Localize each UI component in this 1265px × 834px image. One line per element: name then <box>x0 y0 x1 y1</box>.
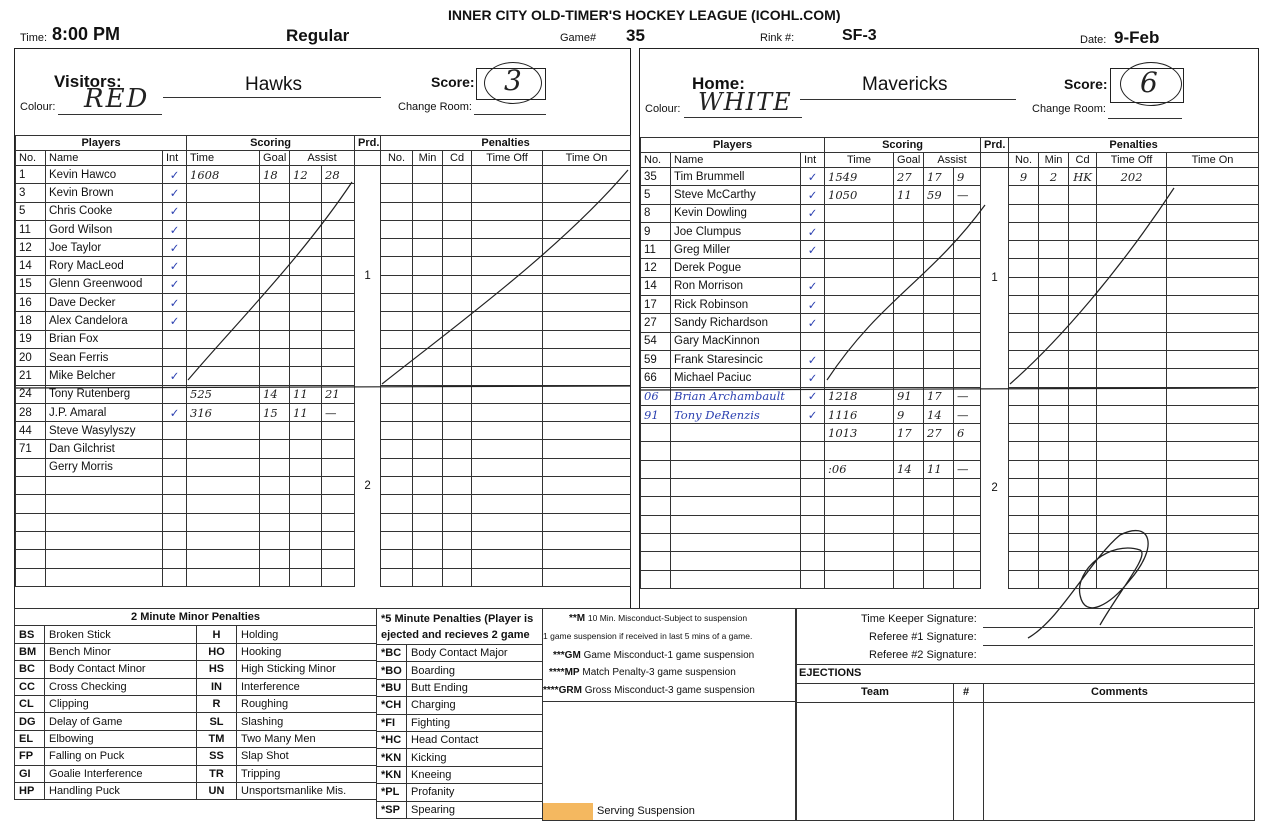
minor-penalty-row <box>15 626 377 643</box>
penalty-description: Profanity <box>407 784 543 801</box>
misconduct-code: **M <box>569 613 586 624</box>
player-number: 12 <box>641 259 671 277</box>
major-penalties-legend <box>376 608 543 819</box>
col-name: Name <box>46 151 163 166</box>
home-change-room-label: Change Room: <box>1032 103 1106 115</box>
penalty-code: *BO <box>377 662 407 679</box>
player-number: 14 <box>16 257 46 275</box>
player-number: 16 <box>16 294 46 312</box>
major-penalty-row <box>377 766 543 783</box>
assist-2: — <box>954 387 981 405</box>
penalty-code: H <box>197 626 237 643</box>
rink-label: Rink #: <box>760 32 795 44</box>
player-name: Joe Taylor <box>46 239 163 257</box>
assist-2: — <box>954 186 981 204</box>
home-period-divider <box>641 388 1256 390</box>
col-min: Min <box>413 151 443 166</box>
player-name: Tony Rutenberg <box>46 385 163 403</box>
penalty-description: Kneeing <box>407 766 543 783</box>
player-int-check: ✓ <box>163 403 187 421</box>
goal-scorer: 91 <box>894 387 924 405</box>
assist-1: 11 <box>290 403 322 421</box>
player-int-check: ✓ <box>163 312 187 330</box>
assist-2: — <box>954 460 981 478</box>
assist-2: — <box>954 405 981 423</box>
penalty-code: HS <box>197 661 237 678</box>
penalty-code: *BU <box>377 679 407 696</box>
player-int-check: ✓ <box>801 222 825 240</box>
penalty-description: Roughing <box>237 695 377 712</box>
major-penalty-row <box>377 714 543 731</box>
goal-scorer: 9 <box>894 405 924 423</box>
goal-time: 525 <box>187 385 260 403</box>
penalty-code: FP <box>15 748 45 765</box>
player-int-check: ✓ <box>801 387 825 405</box>
player-number: 66 <box>641 369 671 387</box>
goal-time: 1608 <box>187 166 260 184</box>
penalties-header: Penalties <box>1009 138 1259 153</box>
penalty-code: *KN <box>377 749 407 766</box>
player-int-check: ✓ <box>163 184 187 202</box>
player-number: 11 <box>16 220 46 238</box>
player-number: 3 <box>16 184 46 202</box>
game-time: 8:00 PM <box>52 24 121 44</box>
visitors-score-label: Score: <box>431 74 475 90</box>
player-int-check: ✓ <box>163 275 187 293</box>
penalty-description: Head Contact <box>407 731 543 748</box>
player-name: Gord Wilson <box>46 220 163 238</box>
player-name: Brian Fox <box>46 330 163 348</box>
goal-time: 316 <box>187 403 260 421</box>
goal-time: 1549 <box>825 168 894 186</box>
assist-1: 11 <box>924 460 954 478</box>
ejections-team-header: Team <box>861 686 889 698</box>
col-assist: Assist <box>924 153 981 168</box>
home-colour: WHITE <box>698 88 792 116</box>
col-time: Time <box>187 151 260 166</box>
penalty-description: Hooking <box>237 643 377 660</box>
player-number: 20 <box>16 348 46 366</box>
goal-scorer: 14 <box>894 460 924 478</box>
time-label: Time: <box>20 32 48 44</box>
penalty-code: *FI <box>377 714 407 731</box>
player-int-check: ✓ <box>801 350 825 368</box>
col-time: Time <box>825 153 894 168</box>
goal-scorer: 11 <box>894 186 924 204</box>
penalty-description: Slashing <box>237 713 377 730</box>
player-number: 59 <box>641 350 671 368</box>
player-number: 91 <box>641 405 671 423</box>
player-int-check: ✓ <box>801 369 825 387</box>
penalty-code: HP <box>15 782 45 799</box>
misconduct-legend <box>542 608 796 821</box>
visitors-score: 3 <box>504 64 522 97</box>
player-name: Derek Pogue <box>671 259 801 277</box>
player-int-check: ✓ <box>801 314 825 332</box>
goal-scorer: 27 <box>894 168 924 186</box>
player-int-check: ✓ <box>801 186 825 204</box>
misconduct-desc: 10 Min. Misconduct-Subject to suspension <box>587 613 748 623</box>
player-name: Sean Ferris <box>46 348 163 366</box>
player-name: Steve Wasylyszy <box>46 422 163 440</box>
timekeeper-signature-label: Time Keeper Signature: <box>861 613 977 625</box>
home-scoring-strike-1 <box>827 205 985 380</box>
penalty-description: Unsportsmanlike Mis. <box>237 782 377 799</box>
scoring-header: Scoring <box>187 136 355 151</box>
home-score: 6 <box>1140 66 1158 99</box>
penalty-description: Bench Minor <box>45 643 197 660</box>
penalty-description: Butt Ending <box>407 679 543 696</box>
assist-2: 21 <box>322 385 355 403</box>
penalty-code: TM <box>197 730 237 747</box>
goal-time: 1116 <box>825 405 894 423</box>
player-number: 17 <box>641 296 671 314</box>
game-misconduct-desc: Game Misconduct-1 game suspension <box>583 650 755 661</box>
player-name: Frank Staresincic <box>671 350 801 368</box>
game-number-label: Game# <box>560 32 597 44</box>
minor-penalty-row <box>15 765 377 782</box>
penalty-code: *SP <box>377 801 407 818</box>
penalty-description: Clipping <box>45 695 197 712</box>
player-number: 18 <box>16 312 46 330</box>
player-int-check: ✓ <box>163 202 187 220</box>
major-penalty-row <box>377 697 543 714</box>
major-penalty-row <box>377 731 543 748</box>
misconduct-desc-2: 1 game suspension if received in last 5 mins of a game. <box>543 631 753 641</box>
player-number: 11 <box>641 241 671 259</box>
player-name: Rory MacLeod <box>46 257 163 275</box>
penalty-code: HK <box>1069 168 1097 186</box>
penalty-code: TR <box>197 765 237 782</box>
visitors-period-divider <box>16 386 630 388</box>
penalties-header: Penalties <box>381 136 631 151</box>
gross-misconduct-desc: Gross Misconduct-3 game suspension <box>584 685 755 696</box>
home-colour-label: Colour: <box>645 103 681 115</box>
assist-1: 12 <box>290 166 322 184</box>
player-name: Gary MacKinnon <box>671 332 801 350</box>
col-time-on: Time On <box>543 151 631 166</box>
player-name: Steve McCarthy <box>671 186 801 204</box>
player-number: 24 <box>16 385 46 403</box>
player-number: 14 <box>641 277 671 295</box>
penalty-code: *PL <box>377 784 407 801</box>
player-name: Gerry Morris <box>46 458 163 476</box>
player-name: Greg Miller <box>671 241 801 259</box>
player-name: Alex Candelora <box>46 312 163 330</box>
player-number: 71 <box>16 440 46 458</box>
player-name: Brian Archambault <box>671 387 801 405</box>
penalty-description: Two Many Men <box>237 730 377 747</box>
penalty-code: *CH <box>377 697 407 714</box>
col-time-off: Time Off <box>1097 153 1167 168</box>
ejections-comments-header: Comments <box>1091 686 1148 698</box>
penalty-description: Body Contact Minor <box>45 661 197 678</box>
visitors-colour: RED <box>84 84 150 114</box>
player-name: Chris Cooke <box>46 202 163 220</box>
player-number: 28 <box>16 403 46 421</box>
visitors-colour-label: Colour: <box>20 101 56 113</box>
minor-penalty-row <box>15 713 377 730</box>
player-name: Mike Belcher <box>46 367 163 385</box>
player-name: Kevin Dowling <box>671 204 801 222</box>
player-name: Tim Brummell <box>671 168 801 186</box>
penalty-code: EL <box>15 730 45 747</box>
col-int: Int <box>163 151 187 166</box>
player-name: Ron Morrison <box>671 277 801 295</box>
penalty-code: UN <box>197 782 237 799</box>
minor-penalty-row <box>15 730 377 747</box>
home-penalty-strike-1 <box>1010 188 1174 384</box>
period-header: Prd. <box>981 138 1009 153</box>
player-number: 5 <box>641 186 671 204</box>
player-number: 1 <box>16 166 46 184</box>
players-header: Players <box>641 138 825 153</box>
penalty-description: Delay of Game <box>45 713 197 730</box>
player-int-check: ✓ <box>801 405 825 423</box>
penalty-description: Boarding <box>407 662 543 679</box>
scoring-header: Scoring <box>825 138 981 153</box>
visitors-label: Visitors: <box>54 72 122 91</box>
col-cd: Cd <box>1069 153 1097 168</box>
major-penalty-row <box>377 784 543 801</box>
player-int-check: ✓ <box>801 277 825 295</box>
ejections-title: EJECTIONS <box>799 667 862 679</box>
col-goal: Goal <box>894 153 924 168</box>
assist-2: 28 <box>322 166 355 184</box>
home-team-name: Mavericks <box>862 74 948 95</box>
penalty-code: IN <box>197 678 237 695</box>
col-time-off: Time Off <box>472 151 543 166</box>
minor-penalty-row <box>15 748 377 765</box>
gross-misconduct-code: ****GRM <box>543 685 582 696</box>
player-name: Kevin Hawco <box>46 166 163 184</box>
col-no: No. <box>16 151 46 166</box>
game-date: 9-Feb <box>1114 28 1160 47</box>
player-number: 27 <box>641 314 671 332</box>
match-penalty-code: ****MP <box>549 667 580 678</box>
player-name: Dan Gilchrist <box>46 440 163 458</box>
player-int-check: ✓ <box>163 257 187 275</box>
assist-1: 17 <box>924 168 954 186</box>
penalty-code: *BC <box>377 645 407 662</box>
penalty-description: Goalie Interference <box>45 765 197 782</box>
penalty-minutes: 2 <box>1039 168 1069 186</box>
goal-scorer: 15 <box>260 403 290 421</box>
col-pen-no: No. <box>381 151 413 166</box>
penalty-description: Tripping <box>237 765 377 782</box>
player-name: Michael Paciuc <box>671 369 801 387</box>
penalty-description: Broken Stick <box>45 626 197 643</box>
player-int-check: ✓ <box>801 296 825 314</box>
assist-2: 6 <box>954 424 981 442</box>
goal-scorer: 17 <box>894 424 924 442</box>
minor-penalty-row <box>15 678 377 695</box>
visitors-change-room-label: Change Room: <box>398 101 472 113</box>
penalty-number: 9 <box>1009 168 1039 186</box>
serving-suspension-label: Serving Suspension <box>597 805 695 817</box>
goal-time: 1218 <box>825 387 894 405</box>
col-time-on: Time On <box>1167 153 1259 168</box>
player-number: 9 <box>641 222 671 240</box>
player-name: Sandy Richardson <box>671 314 801 332</box>
player-number: 44 <box>16 422 46 440</box>
league-title: INNER CITY OLD-TIMER'S HOCKEY LEAGUE (ICOHL.COM) <box>448 7 841 23</box>
goal-scorer: 14 <box>260 385 290 403</box>
period-1-label: 1 <box>355 166 381 386</box>
penalty-description: Handling Puck <box>45 782 197 799</box>
player-name: Joe Clumpus <box>671 222 801 240</box>
col-min: Min <box>1039 153 1069 168</box>
period-header: Prd. <box>355 136 381 151</box>
period-1-label: 1 <box>981 168 1009 388</box>
penalty-code: *KN <box>377 766 407 783</box>
player-number: 5 <box>16 202 46 220</box>
player-int-check: ✓ <box>801 241 825 259</box>
penalty-description: Holding <box>237 626 377 643</box>
period-2-label: 2 <box>981 387 1009 588</box>
penalty-code: R <box>197 695 237 712</box>
player-name: Tony DeRenzis <box>671 405 801 423</box>
player-name: Rick Robinson <box>671 296 801 314</box>
player-number: 19 <box>16 330 46 348</box>
penalty-code: DG <box>15 713 45 730</box>
referee1-signature-label: Referee #1 Signature: <box>869 631 977 643</box>
signatures-ejections <box>796 608 1255 821</box>
major-penalties-title: *5 Minute Penalties (Player is ejected and recieves 2 game <box>377 609 543 645</box>
penalty-code: *HC <box>377 731 407 748</box>
penalty-code: CL <box>15 695 45 712</box>
penalty-description: Slap Shot <box>237 748 377 765</box>
penalty-description: Fighting <box>407 714 543 731</box>
visitors-penalty-strike-1 <box>382 170 628 384</box>
assist-1: 14 <box>924 405 954 423</box>
col-no: No. <box>641 153 671 168</box>
player-number: 06 <box>641 387 671 405</box>
assist-1: 11 <box>290 385 322 403</box>
penalty-description: Elbowing <box>45 730 197 747</box>
player-number: 21 <box>16 367 46 385</box>
player-name: Kevin Brown <box>46 184 163 202</box>
col-cd: Cd <box>443 151 472 166</box>
penalty-code: HO <box>197 643 237 660</box>
col-int: Int <box>801 153 825 168</box>
period-2-label: 2 <box>355 385 381 586</box>
minor-penalty-row <box>15 643 377 660</box>
player-int-check: ✓ <box>163 239 187 257</box>
player-int-check: ✓ <box>163 367 187 385</box>
player-int-check: ✓ <box>163 220 187 238</box>
goal-scorer: 18 <box>260 166 290 184</box>
player-int-check: ✓ <box>801 204 825 222</box>
game-number: 35 <box>626 26 645 45</box>
penalty-code: CC <box>15 678 45 695</box>
match-penalty-desc: Match Penalty-3 game suspension <box>582 667 736 678</box>
penalty-description: Cross Checking <box>45 678 197 695</box>
col-name: Name <box>671 153 801 168</box>
penalty-code: SS <box>197 748 237 765</box>
penalty-description: Spearing <box>407 801 543 818</box>
penalty-code: GI <box>15 765 45 782</box>
player-name: Glenn Greenwood <box>46 275 163 293</box>
penalty-description: Interference <box>237 678 377 695</box>
players-header: Players <box>16 136 187 151</box>
major-penalty-row <box>377 662 543 679</box>
assist-1: 59 <box>924 186 954 204</box>
goal-time: 1013 <box>825 424 894 442</box>
minor-penalties-title: 2 Minute Minor Penalties <box>15 609 377 626</box>
major-penalty-row <box>377 801 543 818</box>
minor-penalties-legend <box>14 608 377 800</box>
home-label: Home: <box>692 74 745 93</box>
player-name: Dave Decker <box>46 294 163 312</box>
assist-1: 17 <box>924 387 954 405</box>
penalty-description: Kicking <box>407 749 543 766</box>
referee2-signature-label: Referee #2 Signature: <box>869 649 977 661</box>
penalty-code: BM <box>15 643 45 660</box>
penalty-description: Falling on Puck <box>45 748 197 765</box>
home-score-label: Score: <box>1064 76 1108 92</box>
player-number: 54 <box>641 332 671 350</box>
player-name: J.P. Amaral <box>46 403 163 421</box>
major-penalty-row <box>377 645 543 662</box>
game-misconduct-code: ***GM <box>553 650 581 661</box>
penalty-description: Charging <box>407 697 543 714</box>
major-penalty-row <box>377 679 543 696</box>
goal-time: 1050 <box>825 186 894 204</box>
player-int-check: ✓ <box>163 294 187 312</box>
penalty-code: BS <box>15 626 45 643</box>
player-number: 35 <box>641 168 671 186</box>
col-assist: Assist <box>290 151 355 166</box>
ejections-number-header: # <box>963 686 970 698</box>
minor-penalty-row <box>15 782 377 799</box>
visitors-scoring-strike-1 <box>188 182 352 380</box>
player-int-check: ✓ <box>801 168 825 186</box>
player-number: 8 <box>641 204 671 222</box>
penalty-code: BC <box>15 661 45 678</box>
assist-2: — <box>322 403 355 421</box>
serving-suspension-swatch <box>543 803 593 820</box>
goal-time: :06 <box>825 460 894 478</box>
assist-1: 27 <box>924 424 954 442</box>
minor-penalty-row <box>15 695 377 712</box>
rink: SF-3 <box>842 27 877 44</box>
game-type: Regular <box>286 26 350 45</box>
date-label: Date: <box>1080 34 1107 46</box>
player-int-check: ✓ <box>163 166 187 184</box>
visitors-team-name: Hawks <box>245 74 303 95</box>
penalty-code: SL <box>197 713 237 730</box>
penalty-time-off: 202 <box>1097 168 1167 186</box>
col-goal: Goal <box>260 151 290 166</box>
minor-penalty-row <box>15 661 377 678</box>
penalty-description: Body Contact Major <box>407 645 543 662</box>
penalty-description: High Sticking Minor <box>237 661 377 678</box>
major-penalty-row <box>377 749 543 766</box>
assist-2: 9 <box>954 168 981 186</box>
player-number: 12 <box>16 239 46 257</box>
player-number: 15 <box>16 275 46 293</box>
col-pen-no: No. <box>1009 153 1039 168</box>
